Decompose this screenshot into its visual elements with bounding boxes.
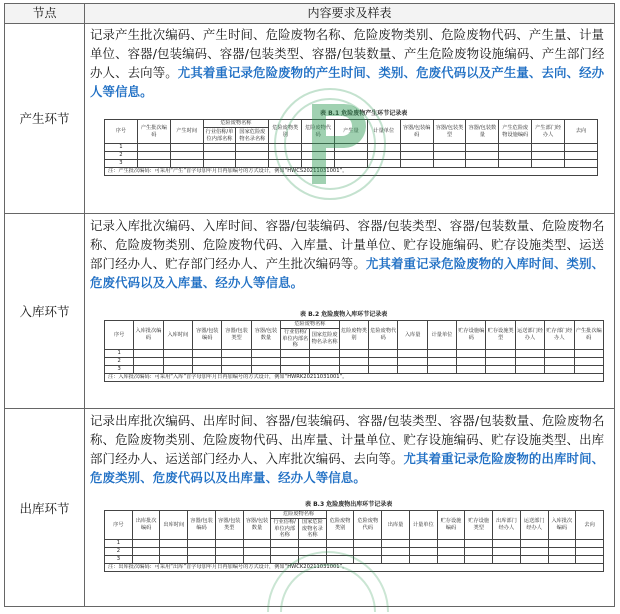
- table-caption: 表 B.3 危险废物出库环节记录表: [305, 501, 393, 508]
- empty-cell: [193, 365, 222, 373]
- empty-cell: [574, 357, 604, 365]
- group-header-cell: 危险废物名称: [271, 511, 326, 519]
- header-node: 节点: [5, 4, 85, 23]
- column-header-cell: 入库批次编码: [548, 511, 576, 540]
- section-content: [85, 409, 614, 607]
- empty-cell: [222, 349, 251, 357]
- empty-cell: [326, 547, 354, 555]
- empty-cell: [203, 152, 236, 160]
- empty-cell: [299, 555, 327, 563]
- column-header-cell: 国家危险废物名录名称: [299, 519, 327, 540]
- row-number-cell: 2: [105, 152, 138, 160]
- column-header-cell: 贮存设施类型: [486, 321, 515, 350]
- row-number-cell: 1: [105, 144, 138, 152]
- group-header-cell: 危险废物名称: [203, 120, 269, 128]
- empty-cell: [170, 160, 203, 168]
- empty-cell: [134, 357, 163, 365]
- empty-cell: [251, 365, 280, 373]
- empty-cell: [236, 160, 269, 168]
- table-row: [105, 365, 604, 373]
- empty-cell: [236, 152, 269, 160]
- empty-cell: [160, 555, 188, 563]
- empty-cell: [132, 555, 160, 563]
- empty-cell: [271, 547, 299, 555]
- column-header-cell: 行业俗称/单位内部名称: [282, 329, 309, 348]
- empty-cell: [437, 539, 465, 547]
- section-content: [85, 214, 614, 408]
- empty-cell: [486, 349, 515, 357]
- empty-cell: [339, 357, 368, 365]
- empty-cell: [520, 555, 548, 563]
- section-description: [90, 411, 610, 487]
- empty-cell: [486, 365, 515, 373]
- empty-cell: [163, 349, 192, 357]
- table-header: [5, 4, 614, 24]
- description-highlight: 尤其着重记录危险废物的入库时间、类别、危废代码以及入库量、经办人等信息。: [90, 256, 605, 290]
- empty-cell: [369, 349, 398, 357]
- table-row: [105, 547, 604, 555]
- empty-cell: [465, 547, 493, 555]
- empty-cell: [203, 144, 236, 152]
- node-label: 产生环节: [5, 23, 85, 213]
- empty-cell: [339, 365, 368, 373]
- node-label: 出库环节: [5, 409, 85, 607]
- empty-cell: [243, 539, 271, 547]
- empty-cell: [400, 152, 433, 160]
- column-header-cell: 产生部门经办人: [532, 120, 565, 144]
- column-header-cell: 运送部门经办人: [515, 321, 544, 350]
- empty-cell: [382, 547, 410, 555]
- empty-cell: [335, 160, 368, 168]
- column-header-cell: 出库部门经办人: [493, 511, 521, 540]
- empty-cell: [545, 365, 574, 373]
- empty-cell: [409, 539, 437, 547]
- row-number-cell: 3: [105, 555, 133, 563]
- empty-cell: [251, 349, 280, 357]
- empty-cell: [433, 160, 466, 168]
- description-text: 记录出库批次编码、出库时间、容器/包装编码、容器/包装类型、容器/包装数量、危险废物名称、危险废物类别、危险废物代码、出库量、计量单位、贮存设施编码、贮存设施类型、出库部门经办人、运送部门经办人、入库批次编码、去向等。: [90, 413, 605, 466]
- empty-cell: [369, 357, 398, 365]
- empty-cell: [137, 152, 170, 160]
- empty-cell: [499, 144, 532, 152]
- empty-cell: [400, 160, 433, 168]
- empty-cell: [466, 160, 499, 168]
- empty-cell: [493, 547, 521, 555]
- column-header-cell: 贮存设施编码: [437, 511, 465, 540]
- sample-table: [104, 119, 598, 176]
- column-header-cell: 序号: [105, 120, 138, 144]
- empty-cell: [193, 349, 222, 357]
- empty-cell: [437, 555, 465, 563]
- column-header-cell: 危险废物类别: [269, 120, 302, 144]
- empty-cell: [409, 547, 437, 555]
- column-header-cell: 容器/包装数量: [251, 321, 280, 350]
- empty-cell: [188, 547, 216, 555]
- empty-cell: [574, 365, 604, 373]
- empty-cell: [137, 160, 170, 168]
- column-header-cell: 产生量: [335, 120, 368, 144]
- empty-cell: [302, 160, 335, 168]
- description-text: 记录产生批次编码、产生时间、危险废物名称、危险废物类别、危险废物代码、产生量、计量单位、容器/包装编码、容器/包装类型、容器/包装数量、产生危险废物设施编码、产生部门经办人、去向等。: [90, 27, 605, 80]
- empty-cell: [354, 547, 382, 555]
- empty-cell: [188, 555, 216, 563]
- empty-cell: [520, 547, 548, 555]
- empty-cell: [215, 547, 243, 555]
- empty-cell: [137, 144, 170, 152]
- empty-cell: [215, 539, 243, 547]
- empty-cell: [427, 357, 456, 365]
- empty-cell: [170, 144, 203, 152]
- column-header-cell: 容器/包装数量: [466, 120, 499, 144]
- empty-cell: [466, 152, 499, 160]
- empty-cell: [134, 349, 163, 357]
- empty-cell: [163, 365, 192, 373]
- empty-cell: [269, 152, 302, 160]
- empty-cell: [433, 144, 466, 152]
- column-header-cell: 入库时间: [163, 321, 192, 350]
- row-number-cell: 1: [105, 349, 134, 357]
- empty-cell: [236, 144, 269, 152]
- empty-cell: [281, 349, 310, 357]
- empty-cell: [400, 144, 433, 152]
- section-storage-out: [5, 409, 614, 607]
- empty-cell: [382, 539, 410, 547]
- empty-cell: [367, 152, 400, 160]
- column-header-cell: 行业俗称/单位内部名称: [203, 128, 236, 144]
- empty-cell: [515, 365, 544, 373]
- empty-cell: [409, 555, 437, 563]
- column-header-cell: 出库量: [382, 511, 410, 540]
- empty-cell: [545, 357, 574, 365]
- column-header-cell: 去向: [576, 511, 604, 540]
- column-header-cell: 产生危险废物设施编码: [499, 120, 532, 144]
- empty-cell: [548, 539, 576, 547]
- column-header-cell: 危险废物代码: [369, 321, 398, 350]
- empty-cell: [367, 144, 400, 152]
- empty-cell: [251, 357, 280, 365]
- empty-cell: [532, 144, 565, 152]
- empty-cell: [160, 547, 188, 555]
- column-header-cell: 容器/包装数量: [243, 511, 271, 540]
- column-header-cell: 容器/包装编码: [400, 120, 433, 144]
- section-description: [90, 25, 610, 101]
- empty-cell: [515, 357, 544, 365]
- row-number-cell: 1: [105, 539, 133, 547]
- row-number-cell: 3: [105, 160, 138, 168]
- empty-cell: [335, 144, 368, 152]
- empty-cell: [132, 539, 160, 547]
- empty-cell: [427, 349, 456, 357]
- empty-cell: [271, 555, 299, 563]
- empty-cell: [382, 555, 410, 563]
- empty-cell: [574, 349, 604, 357]
- section-content: [85, 23, 614, 213]
- sample-table: [104, 510, 604, 572]
- table-note: 注：入库批次编码：可采用“入库”首字母加年月日再加编号的方式设计，例如“HWRK20211031001”。: [105, 373, 604, 381]
- column-header-cell: 国家危险废物名录名称: [310, 329, 339, 350]
- empty-cell: [339, 349, 368, 357]
- empty-cell: [271, 539, 299, 547]
- empty-cell: [565, 144, 598, 152]
- empty-cell: [398, 365, 427, 373]
- empty-cell: [465, 539, 493, 547]
- column-header-cell: 产生批次编码: [574, 321, 604, 350]
- empty-cell: [398, 349, 427, 357]
- empty-cell: [548, 555, 576, 563]
- empty-cell: [193, 357, 222, 365]
- column-header-cell: 贮存设施编码: [457, 321, 486, 350]
- empty-cell: [437, 547, 465, 555]
- empty-cell: [565, 160, 598, 168]
- column-header-cell: 运送部门经办人: [520, 511, 548, 540]
- table-row: [105, 349, 604, 357]
- column-header-cell: 计量单位: [427, 321, 456, 350]
- column-header-cell: 出库时间: [160, 511, 188, 540]
- column-header-cell: 计量单位: [409, 511, 437, 540]
- empty-cell: [520, 539, 548, 547]
- header-content: 内容要求及样表: [307, 6, 392, 20]
- empty-cell: [299, 547, 327, 555]
- empty-cell: [499, 152, 532, 160]
- section-description: [90, 216, 610, 292]
- column-header-cell: 容器/包装类型: [433, 120, 466, 144]
- column-header-cell: 危险废物类别: [326, 511, 354, 540]
- row-number-cell: 2: [105, 547, 133, 555]
- column-header-cell: 计量单位: [367, 120, 400, 144]
- empty-cell: [188, 539, 216, 547]
- empty-cell: [163, 357, 192, 365]
- empty-cell: [281, 365, 310, 373]
- table-note: 注：产生批次编码：可采用“产生”首字母加年月日再加编号的方式设计，例如“HWCS20211031001”。: [105, 168, 598, 176]
- empty-cell: [354, 539, 382, 547]
- empty-cell: [310, 365, 339, 373]
- empty-cell: [493, 539, 521, 547]
- row-number-cell: 3: [105, 365, 134, 373]
- table-row: [105, 144, 598, 152]
- column-header-cell: 危险废物代码: [302, 120, 335, 144]
- column-header-cell: 入库批次编码: [134, 321, 163, 350]
- empty-cell: [335, 152, 368, 160]
- empty-cell: [160, 539, 188, 547]
- column-header-cell: 贮存设施类型: [465, 511, 493, 540]
- column-header-cell: 容器/包装编码: [188, 511, 216, 540]
- description-text: 记录入库批次编码、入库时间、容器/包装编码、容器/包装类型、容器/包装数量、危险废物名称、危险废物类别、危险废物代码、入库量、计量单位、贮存设施编码、贮存设施类型、运送部门经办人、贮存部门经办人、产生批次编码等。: [90, 218, 605, 271]
- empty-cell: [398, 357, 427, 365]
- empty-cell: [576, 539, 604, 547]
- empty-cell: [310, 357, 339, 365]
- empty-cell: [427, 365, 456, 373]
- table-caption: 表 B.1 危险废物产生环节记录表: [320, 110, 408, 117]
- description-highlight: 尤其着重记录危险废物的产生时间、类别、危废代码以及产生量、去向、经办人等信息。: [90, 65, 605, 99]
- empty-cell: [565, 152, 598, 160]
- empty-cell: [281, 357, 310, 365]
- empty-cell: [545, 349, 574, 357]
- table-row: [105, 539, 604, 547]
- table-row: [105, 555, 604, 563]
- empty-cell: [515, 349, 544, 357]
- table-row: [105, 357, 604, 365]
- empty-cell: [215, 555, 243, 563]
- empty-cell: [302, 144, 335, 152]
- section-generation: [5, 23, 614, 214]
- empty-cell: [354, 555, 382, 563]
- table-caption: 表 B.2 危险废物入库环节记录表: [300, 311, 388, 318]
- empty-cell: [367, 160, 400, 168]
- column-header-cell: 危险废物代码: [354, 511, 382, 540]
- empty-cell: [369, 365, 398, 373]
- empty-cell: [576, 547, 604, 555]
- empty-cell: [222, 365, 251, 373]
- empty-cell: [222, 357, 251, 365]
- empty-cell: [310, 349, 339, 357]
- column-header-cell: 产生批次编码: [137, 120, 170, 144]
- column-header-cell: 容器/包装编码: [193, 321, 222, 350]
- empty-cell: [499, 160, 532, 168]
- description-highlight: 尤其着重记录危险废物的出库时间、危废类别、危废代码以及出库量、经办人等信息。: [90, 451, 605, 485]
- column-header-cell: 序号: [105, 511, 133, 540]
- empty-cell: [548, 547, 576, 555]
- empty-cell: [466, 144, 499, 152]
- column-header-cell: 容器/包装类型: [222, 321, 251, 350]
- empty-cell: [576, 555, 604, 563]
- empty-cell: [170, 152, 203, 160]
- empty-cell: [269, 160, 302, 168]
- section-storage-in: [5, 214, 614, 409]
- empty-cell: [302, 152, 335, 160]
- empty-cell: [299, 539, 327, 547]
- empty-cell: [134, 365, 163, 373]
- row-number-cell: 2: [105, 357, 134, 365]
- empty-cell: [457, 349, 486, 357]
- column-header-cell: 容器/包装类型: [215, 511, 243, 540]
- empty-cell: [493, 555, 521, 563]
- empty-cell: [486, 357, 515, 365]
- table-note: 注：出库批次编码：可采用“出库”首字母加年月日再加编号的方式设计，例如“HWCK20211031001”。: [105, 563, 604, 571]
- empty-cell: [532, 160, 565, 168]
- empty-cell: [269, 144, 302, 152]
- table-row: [105, 160, 598, 168]
- column-header-cell: 产生时间: [170, 120, 203, 144]
- empty-cell: [532, 152, 565, 160]
- empty-cell: [203, 160, 236, 168]
- empty-cell: [243, 547, 271, 555]
- column-header-cell: 入库量: [398, 321, 427, 350]
- node-label: 入库环节: [5, 214, 85, 408]
- table-row: [105, 152, 598, 160]
- column-header-cell: 行业俗称/单位内部名称: [271, 519, 299, 540]
- empty-cell: [433, 152, 466, 160]
- group-header-cell: 危险废物名称: [281, 321, 340, 329]
- column-header-cell: 国家危险废物名录名称: [236, 128, 269, 144]
- column-header-cell: 贮存部门经办人: [545, 321, 574, 350]
- requirements-table: [4, 3, 615, 607]
- empty-cell: [457, 357, 486, 365]
- column-header-cell: 序号: [105, 321, 134, 350]
- empty-cell: [326, 539, 354, 547]
- empty-cell: [326, 555, 354, 563]
- empty-cell: [457, 365, 486, 373]
- sample-table: [104, 320, 604, 382]
- empty-cell: [465, 555, 493, 563]
- column-header-cell: 出库批次编码: [132, 511, 160, 540]
- column-header-cell: 去向: [565, 120, 598, 144]
- empty-cell: [243, 555, 271, 563]
- column-header-cell: 危险废物类别: [339, 321, 368, 350]
- empty-cell: [132, 547, 160, 555]
